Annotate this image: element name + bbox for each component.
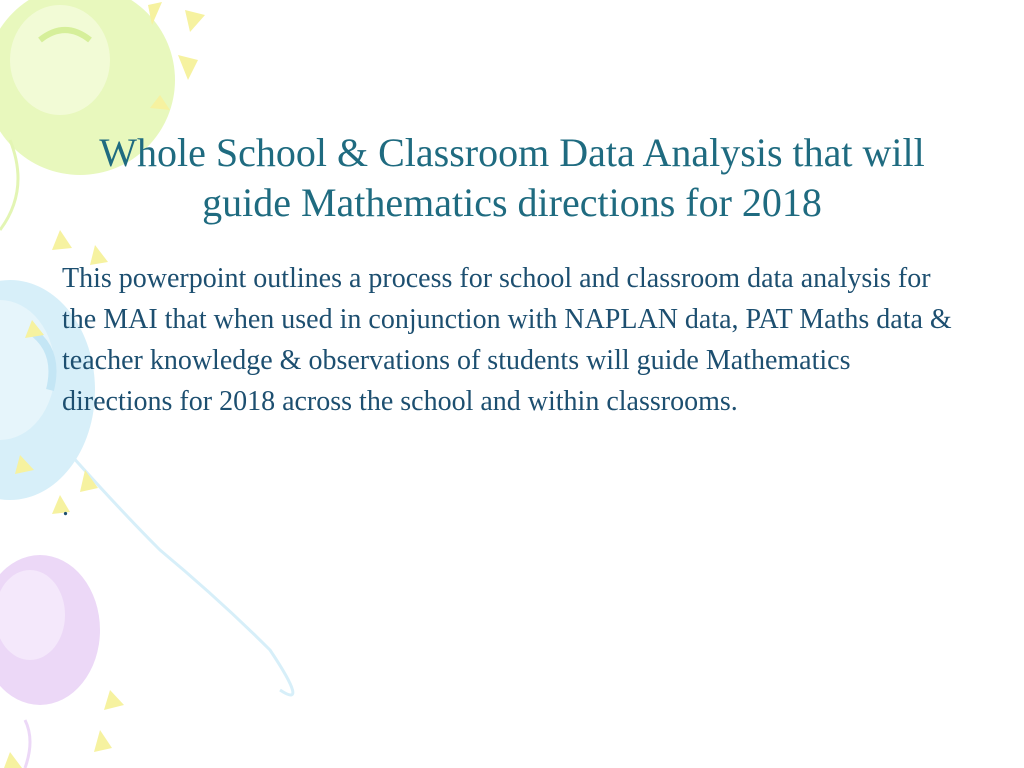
slide-title: Whole School & Classroom Data Analysis that will guide Mathematics directions for 2018 xyxy=(99,130,925,225)
trailing-dot: . xyxy=(62,491,69,522)
slide-body-text: This powerpoint outlines a process for school and classroom data analysis for the MAI that when used in conjunction with NAPLAN data, PAT Maths data & teacher knowledge & observations of students will guide Mathematics directions for 2018 across the school and within classrooms. xyxy=(62,263,952,417)
purple-balloon-icon xyxy=(0,555,100,768)
